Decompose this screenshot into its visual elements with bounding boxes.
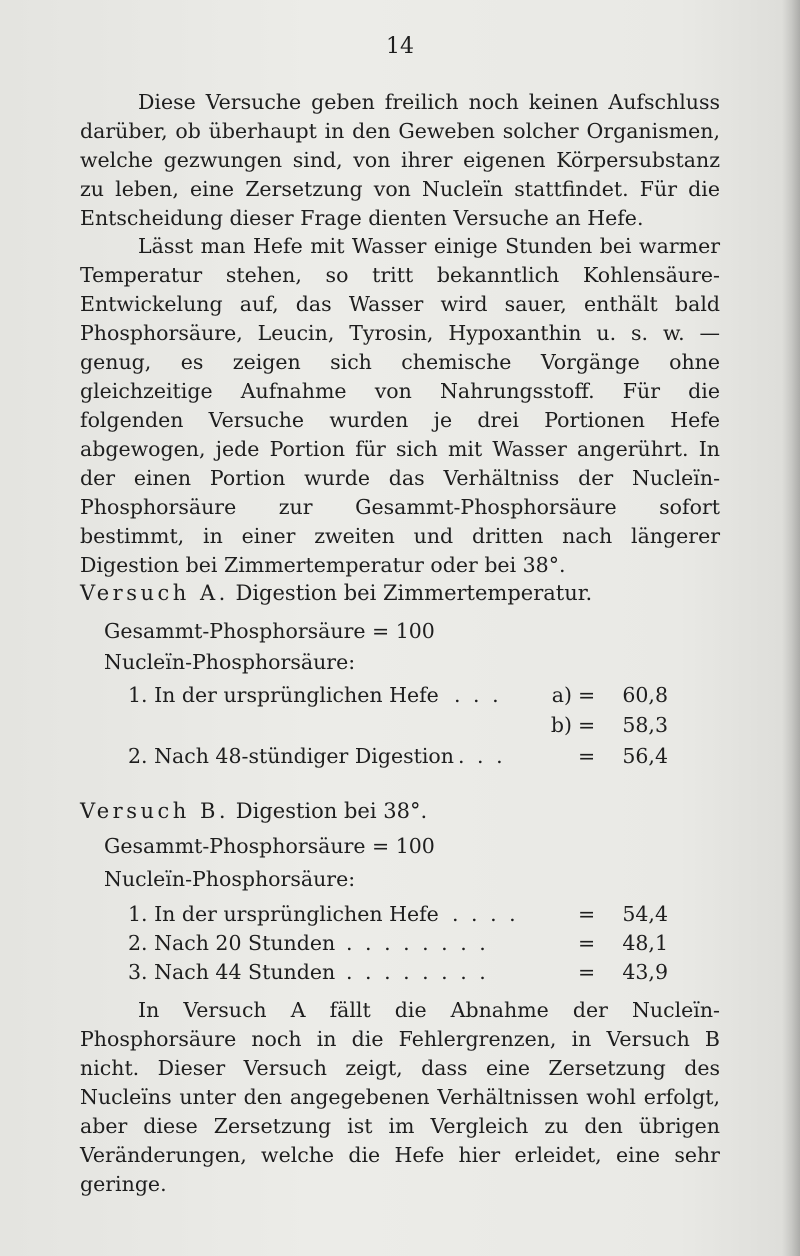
versuch-a-label: Versuch A. (80, 581, 229, 605)
row-value: 58,3 (622, 713, 668, 737)
row-equals: = (578, 931, 596, 955)
row-label: 1. In der ursprünglichen Hefe (128, 902, 439, 926)
row-label: 1. In der ursprünglichen Hefe (128, 683, 439, 707)
versuch-b-row-2 (128, 931, 668, 960)
versuch-b-label: Versuch B. (80, 799, 230, 823)
paragraph-conclusion: In Versuch A fällt die Abnahme der Nucleïn-Phosphorsäure noch in die Fehlergrenzen, in Versuch B nicht. Dieser Versuch zeigt, dass eine Zersetzung des Nucleïns unter den angegebenen Verhältnissen wohl erfolgt, aber diese Zersetzung ist im Vergleich zu den übrigen Veränderungen, welche die Hefe hier erleidet, eine sehr geringe. (80, 998, 720, 1196)
row-value: 56,4 (622, 744, 668, 768)
row-value: 54,4 (622, 902, 668, 926)
row-label: 3. Nach 44 Stunden (128, 960, 336, 984)
row-dots: . . . . (452, 902, 519, 926)
row-equals: = (578, 902, 596, 926)
versuch-b-row-3 (128, 960, 668, 989)
row-dots: . . . . . . . . (346, 960, 489, 984)
versuch-b-total-line: Gesammt-Phosphorsäure = 100 (104, 834, 435, 858)
row-equals: = (578, 960, 596, 984)
versuch-a-title: Digestion bei Zimmertemperatur. (235, 581, 593, 605)
page-spine-shadow (782, 0, 800, 1256)
paragraph-intro: Diese Versuche geben freilich noch keinen Aufschluss darüber, ob überhaupt in den Geweben solcher Organismen, welche gezwungen sind, von ihrer eigenen Körpersubstanz zu leben, eine Zersetzung von Nucleïn stattfindet. Für die Entscheidung dieser Frage dienten Versuche an Hefe. (80, 90, 720, 230)
row-equals: = (578, 683, 596, 707)
versuch-a-nuclein-line: Nucleïn-Phosphorsäure: (104, 650, 356, 674)
versuch-a-heading (80, 581, 592, 605)
versuch-a-row-1a (128, 683, 668, 712)
versuch-b-heading (80, 799, 427, 823)
row-label: 2. Nach 48-stündiger Digestion (128, 744, 454, 768)
row-sub-label: a) (551, 683, 572, 707)
row-value: 60,8 (622, 683, 668, 707)
versuch-a-row-1b (128, 713, 668, 742)
row-sub-label: b) (550, 713, 572, 737)
versuch-b-nuclein-line: Nucleïn-Phosphorsäure: (104, 867, 356, 891)
row-equals: = (578, 744, 596, 768)
paragraph-method: Lässt man Hefe mit Wasser einige Stunden bei warmer Temperatur stehen, so tritt bekanntlich Kohlensäure-Entwickelung auf, das Wasser wird sauer, enthält bald Phosphorsäure, Leucin, Tyrosin, Hypoxanthin u. s. w. — genug, es zeigen sich chemische Vorgänge ohne gleichzeitige Aufnahme von Nahrungsstoff. Für die folgenden Versuche wurden je drei Portionen Hefe abgewogen, jede Portion für sich mit Wasser angerührt. In der einen Portion wurde das Verhältniss der Nucleïn-Phosphorsäure zur Gesammt-Phosphorsäure sofort bestimmt, in einer zweiten und dritten nach längerer Digestion bei Zimmertemperatur oder bei 38°. (80, 234, 720, 577)
row-dots: . . . (454, 683, 502, 707)
row-value: 43,9 (622, 960, 668, 984)
row-dots: . . . (458, 744, 506, 768)
row-dots: . . . . . . . . (346, 931, 489, 955)
versuch-b-row-1 (128, 902, 668, 931)
row-equals: = (578, 713, 596, 737)
page-number: 14 (386, 34, 414, 59)
versuch-b-title: Digestion bei 38°. (235, 799, 428, 823)
row-value: 48,1 (622, 931, 668, 955)
row-label: 2. Nach 20 Stunden (128, 931, 336, 955)
versuch-a-row-2 (128, 744, 668, 773)
versuch-a-total-line: Gesammt-Phosphorsäure = 100 (104, 619, 435, 643)
